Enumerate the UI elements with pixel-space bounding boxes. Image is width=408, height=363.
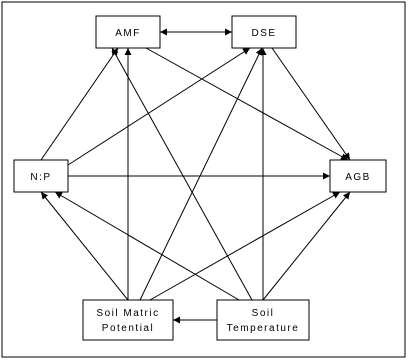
node-agb [330, 160, 386, 192]
node-agb-label: AGB [345, 172, 371, 183]
node-st-label-line2: Temperature [226, 323, 300, 334]
node-smp-label-line1: Soil Matric [96, 308, 160, 319]
edge-smp-to-dse-arrow [140, 48, 262, 300]
node-dse [232, 16, 296, 48]
node-smp-box [83, 300, 173, 340]
node-amf-label: AMF [115, 28, 141, 39]
node-soil-matric-potential [83, 300, 173, 340]
node-st-box [217, 300, 309, 340]
node-amf [96, 16, 160, 48]
edge-dse-to-agb-arrow [272, 48, 350, 160]
edge-smp-to-agb-arrow [150, 192, 340, 300]
node-dse-label: DSE [251, 28, 277, 39]
edge-st-to-amf-arrow [112, 48, 252, 300]
node-soil-temperature [217, 300, 309, 340]
node-np-label: N:P [30, 172, 52, 183]
node-smp-label-line2: Potential [101, 323, 155, 334]
edge-layer [41, 32, 350, 320]
edge-st-to-np-arrow [55, 192, 239, 300]
edge-smp-to-np-arrow [41, 192, 128, 300]
edge-np-to-dse-arrow [68, 48, 250, 165]
node-st-label-line1: Soil [251, 308, 275, 319]
edge-amf-to-agb-arrow [146, 48, 348, 160]
edge-np-to-amf-arrow [41, 48, 118, 160]
edge-st-to-agb-arrow [263, 192, 350, 300]
node-np [14, 160, 68, 192]
